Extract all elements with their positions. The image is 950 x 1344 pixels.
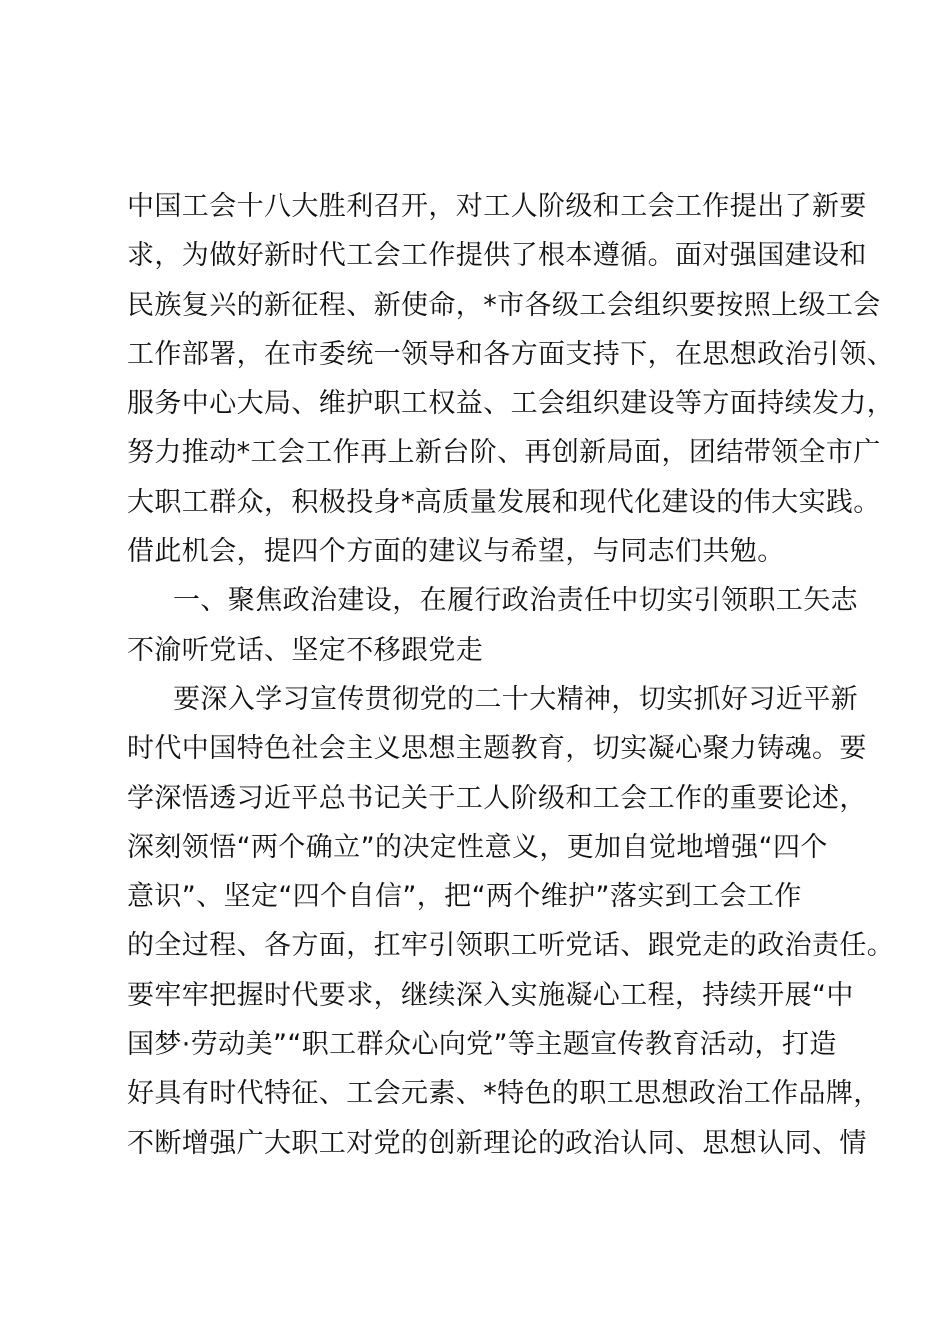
text-line: 努力推动*工会工作再上新台阶、再创新局面，团结带领全市广 — [127, 437, 881, 469]
text-line: 中国工会十八大胜利召开，对工人阶级和工会工作提出了新要 — [127, 191, 867, 222]
text-line: 的全过程、各方面，扛牢引领职工听党话、跟党走的政治责任。 — [127, 930, 895, 962]
text-line: 时代中国特色社会主义思想主题教育，切实凝心聚力铸魂。要 — [127, 733, 867, 765]
section-heading-line: 不渝听党话、坚定不移跟党走 — [127, 634, 484, 666]
text-line: 要深入学习宣传贯彻党的二十大精神，切实抓好习近平新 — [173, 683, 858, 715]
document-body — [127, 182, 895, 1168]
text-line: 大职工群众，积极投身*高质量发展和现代化建设的伟大实践。 — [127, 486, 881, 518]
intro-paragraph — [127, 182, 895, 576]
text-line: 服务中心大局、维护职工权益、工会组织建设等方面持续发力， — [127, 388, 895, 420]
section-heading — [127, 576, 887, 675]
text-line: 国梦·劳动美”“职工群众心向党”等主题宣传教育活动，打造 — [127, 1029, 837, 1061]
text-line: 借此机会，提四个方面的建议与希望，与同志们共勉。 — [127, 536, 785, 568]
text-line: 要牢牢把握时代要求，继续深入实施凝心工程，持续开展“中 — [127, 979, 854, 1011]
body-paragraph — [127, 675, 895, 1168]
text-line: 意识”、坚定“四个自信”，把“两个维护”落实到工会工作 — [127, 881, 802, 913]
text-line: 深刻领悟“两个确立”的决定性意义，更加自觉地增强“四个 — [127, 831, 828, 863]
text-line: 不断增强广大职工对党的创新理论的政治认同、思想认同、情 — [127, 1127, 867, 1159]
text-line: 好具有时代特征、工会元素、*特色的职工思想政治工作品牌， — [127, 1078, 881, 1110]
text-line: 工作部署，在市委统一领导和各方面支持下，在思想政治引领、 — [127, 338, 895, 370]
section-heading-line: 一、聚焦政治建设，在履行政治责任中切实引领职工矢志 — [173, 585, 858, 617]
text-line: 求，为做好新时代工会工作提供了根本遵循。面对强国建设和 — [127, 240, 867, 272]
text-line: 学深悟透习近平总书记关于工人阶级和工会工作的重要论述， — [127, 782, 867, 814]
text-line: 民族复兴的新征程、新使命，*市各级工会组织要按照上级工会 — [127, 289, 881, 321]
